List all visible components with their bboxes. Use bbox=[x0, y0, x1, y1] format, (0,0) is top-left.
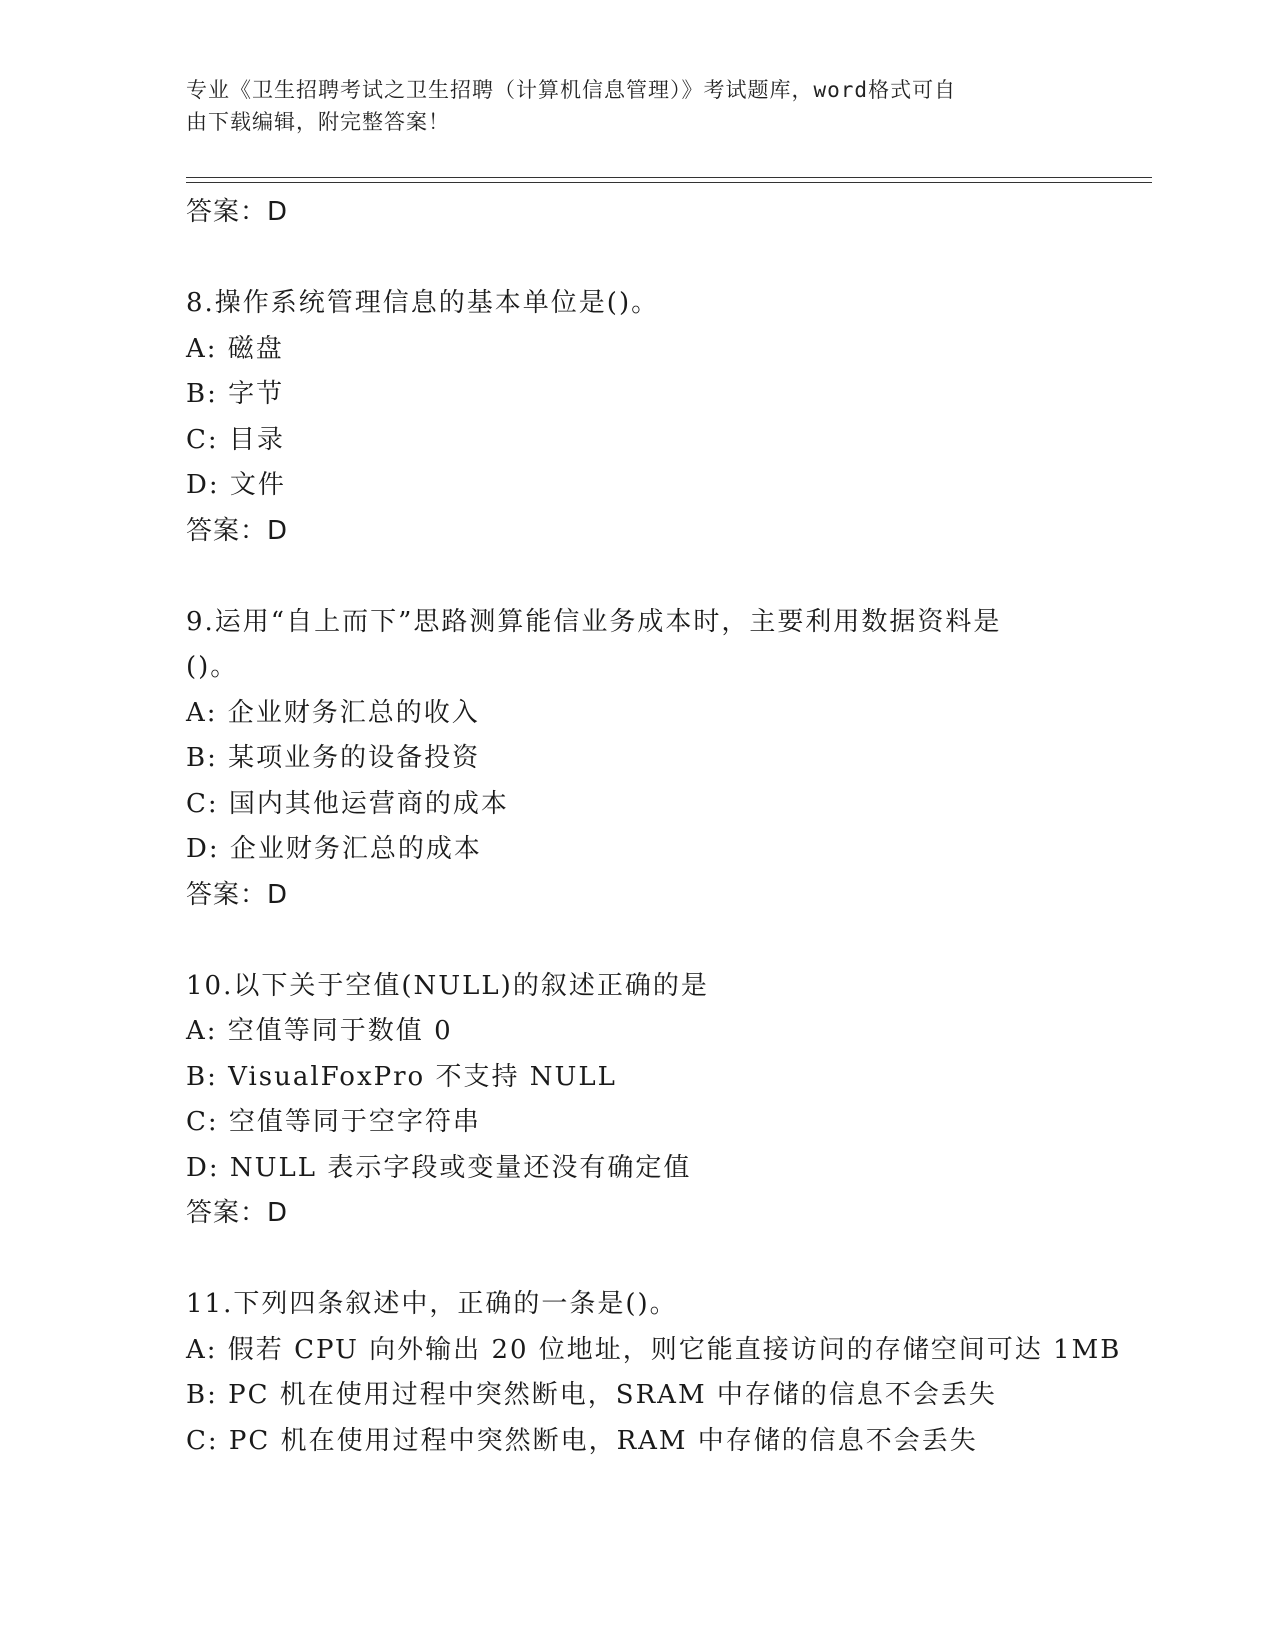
option-a: A: 企业财务汇总的收入 bbox=[186, 697, 480, 728]
question-stem: 9.运用“自上而下”思路测算能信业务成本时，主要利用数据资料是 bbox=[186, 606, 1002, 637]
option-c: C: 目录 bbox=[186, 424, 285, 455]
question-8 bbox=[186, 281, 1152, 554]
question-stem: 8.操作系统管理信息的基本单位是()。 bbox=[186, 288, 660, 318]
option-a: A: 假若 CPU 向外输出 20 位地址，则它能直接访问的存储空间可达 1MB bbox=[186, 1334, 1122, 1365]
question-11 bbox=[186, 1282, 1152, 1464]
option-c: C: 空值等同于空字符串 bbox=[186, 1107, 481, 1137]
question-9 bbox=[186, 600, 1152, 919]
option-b: B: 某项业务的设备投资 bbox=[186, 743, 481, 773]
question-stem: 10.以下关于空值(NULL)的叙述正确的是 bbox=[186, 970, 709, 1001]
question-stem: 11.下列四条叙述中，正确的一条是()。 bbox=[186, 1289, 678, 1319]
document-header bbox=[186, 74, 1086, 138]
answer-label: 答案：D bbox=[186, 1198, 289, 1228]
option-b: B: VisualFoxPro 不支持 NULL bbox=[186, 1061, 617, 1092]
spacer bbox=[186, 1237, 1152, 1283]
option-b: B: PC 机在使用过程中突然断电，SRAM 中存储的信息不会丢失 bbox=[186, 1380, 997, 1410]
option-a: A: 空值等同于数值 0 bbox=[186, 1016, 453, 1046]
header-divider-bottom bbox=[186, 182, 1152, 183]
previous-answer: 答案：D bbox=[186, 197, 289, 227]
option-a: A: 磁盘 bbox=[186, 333, 284, 364]
question-stem-continued: ()。 bbox=[186, 652, 239, 682]
header-divider-top bbox=[186, 177, 1152, 178]
question-10 bbox=[186, 964, 1152, 1237]
option-c: C: 国内其他运营商的成本 bbox=[186, 788, 509, 819]
header-line-2: 由下载编辑，附完整答案！ bbox=[186, 110, 450, 134]
spacer bbox=[186, 236, 1152, 282]
spacer bbox=[186, 554, 1152, 600]
spacer bbox=[186, 918, 1152, 964]
option-b: B: 字节 bbox=[186, 379, 285, 409]
option-d: D: NULL 表示字段或变量还没有确定值 bbox=[186, 1152, 692, 1183]
question-list bbox=[186, 190, 1152, 1464]
answer-label: 答案：D bbox=[186, 879, 289, 910]
answer-label: 答案：D bbox=[186, 515, 289, 546]
option-c: C: PC 机在使用过程中突然断电，RAM 中存储的信息不会丢失 bbox=[186, 1425, 978, 1456]
header-line-1: 专业《卫生招聘考试之卫生招聘（计算机信息管理）》考试题库，word格式可自 bbox=[186, 78, 957, 102]
option-d: D: 企业财务汇总的成本 bbox=[186, 834, 482, 864]
option-d: D: 文件 bbox=[186, 470, 286, 500]
